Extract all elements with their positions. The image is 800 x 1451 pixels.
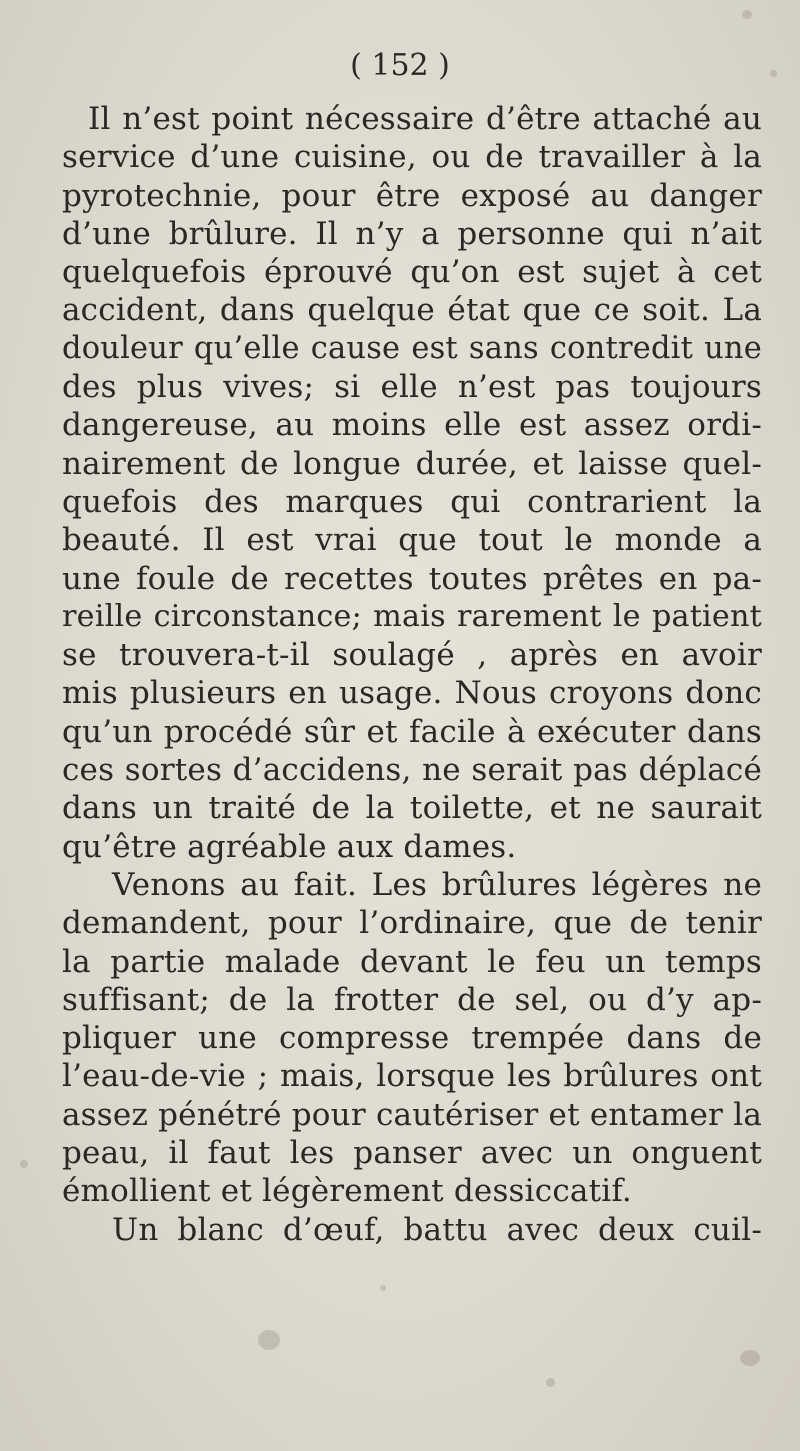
paper-spot	[740, 1350, 760, 1366]
text-line: une foule de recettes toutes prêtes en pa-	[62, 560, 762, 597]
text-line: dangereuse, au moins elle est assez ordi-	[62, 407, 762, 444]
text-line: service d’une cuisine, ou de travailler à la	[62, 139, 762, 176]
paper-spot	[546, 1378, 555, 1387]
text-line: assez pénétré pour cautériser et entamer la	[62, 1096, 762, 1133]
text-line: Un blanc d’œuf, battu avec deux cuil-	[112, 1211, 762, 1248]
text-line: mis plusieurs en usage. Nous croyons donc	[62, 675, 762, 712]
text-line: des plus vives; si elle n’est pas toujours	[62, 369, 762, 406]
text-line: douleur qu’elle cause est sans contredit une	[62, 330, 762, 366]
text-line: nairement de longue durée, et laisse quel-	[62, 445, 762, 482]
paragraph	[62, 100, 762, 866]
text-line: demandent, pour l’ordinaire, que de tenir	[62, 905, 762, 942]
text-line: quelquefois éprouvé qu’on est sujet à cet	[62, 254, 762, 291]
text-line: suffisant; de la frotter de sel, ou d’y ap-	[62, 981, 762, 1018]
text-line: la partie malade devant le feu un temps	[62, 943, 762, 980]
paper-spot	[380, 1285, 386, 1291]
text-line: accident, dans quelque état que ce soit. La	[62, 292, 762, 329]
text-line: ces sortes d’accidens, ne serait pas déplacé	[62, 752, 762, 789]
text-line: dans un traité de la toilette, et ne saurait	[62, 790, 762, 827]
paragraph	[62, 866, 762, 1211]
text-line: qu’un procédé sûr et facile à exécuter dans	[62, 713, 762, 750]
text-line: peau, il faut les panser avec un onguent	[62, 1135, 762, 1172]
text-line: quefois des marques qui contrarient la	[62, 483, 762, 520]
paragraph	[62, 1211, 762, 1249]
text-line: émollient et légèrement dessiccatif.	[62, 1173, 632, 1210]
page-number: ( 152 )	[350, 48, 450, 83]
text-line: l’eau-de-vie ; mais, lorsque les brûlures ont	[62, 1058, 762, 1095]
paper-spot	[258, 1330, 280, 1350]
text-line: se trouvera-t-il soulagé , après en avoir	[62, 637, 762, 674]
text-line: Il n’est point nécessaire d’être attaché au	[88, 101, 762, 137]
text-line: beauté. Il est vrai que tout le monde a	[62, 522, 762, 559]
text-line: Venons au fait. Les brûlures légères ne	[112, 866, 762, 903]
body-text	[62, 100, 762, 1249]
text-line: d’une brûlure. Il n’y a personne qui n’ait	[62, 215, 762, 252]
text-line: qu’être agréable aux dames.	[62, 828, 517, 865]
text-line: pyrotechnie, pour être exposé au danger	[62, 177, 762, 214]
text-line: reille circonstance; mais rarement le patient	[62, 598, 762, 634]
paper-spot	[20, 1160, 28, 1168]
text-line: pliquer une compresse trempée dans de	[62, 1020, 762, 1057]
paper-spot	[742, 10, 752, 19]
